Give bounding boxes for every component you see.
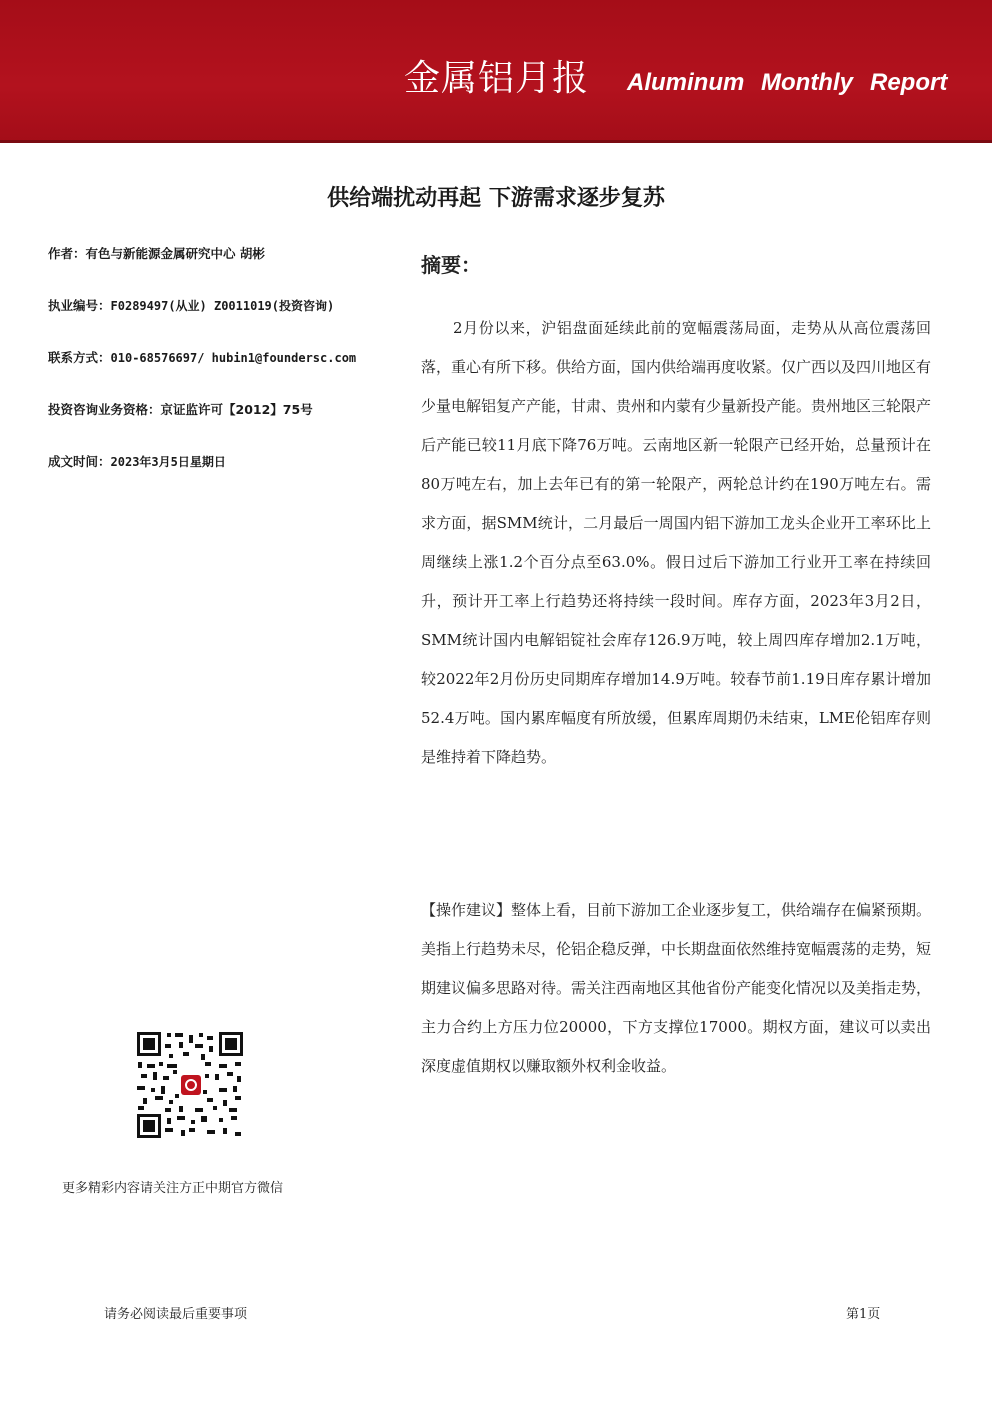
meta-date-label: 成文时间： [48, 454, 111, 469]
summary-paragraph-2-text: 【操作建议】整体上看，目前下游加工企业逐步复工，供给端存在偏紧预期。美指上行趋势未尽，伦铝企稳反弹，中长期盘面依然维持宽幅震荡的走势，短期建议偏多思路对待。需关注西南地区其他省份产能变化情况以及美指走势，主力合约上方压力位20000，下方支撑位17000。期权方面，建议可以卖出深度虚值期权以赚取额外权利金收益。 [421, 901, 932, 1075]
meta-contact-value[interactable]: 010-68576697/ hubin1@foundersc.com [110, 351, 357, 365]
meta-date [48, 452, 226, 472]
header-title-en-word-2: Monthly [761, 69, 853, 96]
meta-contact [48, 348, 356, 368]
header-title-cn: 金属铝月报 [404, 58, 590, 99]
meta-qualification-label: 投资咨询业务资格： [48, 402, 161, 417]
header-banner [0, 0, 992, 143]
wechat-qr-code [135, 1030, 245, 1140]
qr-caption: 更多精彩内容请关注方正中期官方微信 [62, 1181, 284, 1196]
footer-notice: 请务必阅读最后重要事项 [104, 1307, 248, 1322]
meta-author-label: 作者： [48, 246, 86, 261]
meta-license-value: F0289497(从业) Z0011019(投资咨询) [110, 299, 335, 313]
summary-paragraph-2 [421, 891, 931, 1086]
meta-license [48, 296, 334, 316]
meta-license-label: 执业编号： [48, 298, 111, 313]
summary-heading: 摘要： [421, 253, 481, 277]
meta-qualification [48, 400, 313, 420]
meta-contact-label: 联系方式： [48, 350, 111, 365]
meta-author [48, 244, 265, 264]
meta-author-value: 有色与新能源金属研究中心 胡彬 [85, 246, 265, 261]
banner-divider [0, 140, 992, 143]
summary-paragraph-1-text: 2月份以来，沪铝盘面延续此前的宽幅震荡局面，走势从从高位震荡回落，重心有所下移。供给方面，国内供给端再度收紧。仅广西以及四川地区有少量电解铝复产产能，甘肃、贵州和内蒙有少量新投产能。贵州地区三轮限产后产能已较11月底下降76万吨。云南地区新一轮限产已经开始，总量预计在80万吨左右，加上去年已有的第一轮限产，两轮总计约在190万吨左右。需求方面，据SMM统计，二月最后一周国内铝下游加工龙头企业开工率环比上周继续上涨1.2个百分点至63.0%。假日过后下游加工行业开工率在持续回升，预计开工率上行趋势还将持续一段时间。库存方面，2023年3月2日，SMM统计国内电解铝锭社会库存126.9万吨，较上周四库存增加2.1万吨，较2022年2月份历史同期库存增加14.9万吨。较春节前1.19日库存累计增加52.4万吨。国内累库幅度有所放缓，但累库周期仍未结束，LME伦铝库存则是维持着下降趋势。 [421, 319, 932, 766]
meta-date-value: 2023年3月5日星期日 [110, 455, 226, 469]
header-title-en-word-1: Aluminum [627, 69, 745, 96]
report-title: 供给端扰动再起 下游需求逐步复苏 [327, 186, 665, 211]
summary-paragraph-1 [421, 309, 931, 777]
meta-qualification-value: 京证监许可【2012】75号 [160, 402, 313, 417]
footer-page-number: 第1页 [846, 1307, 881, 1322]
header-title-en-word-3: Report [870, 69, 948, 96]
